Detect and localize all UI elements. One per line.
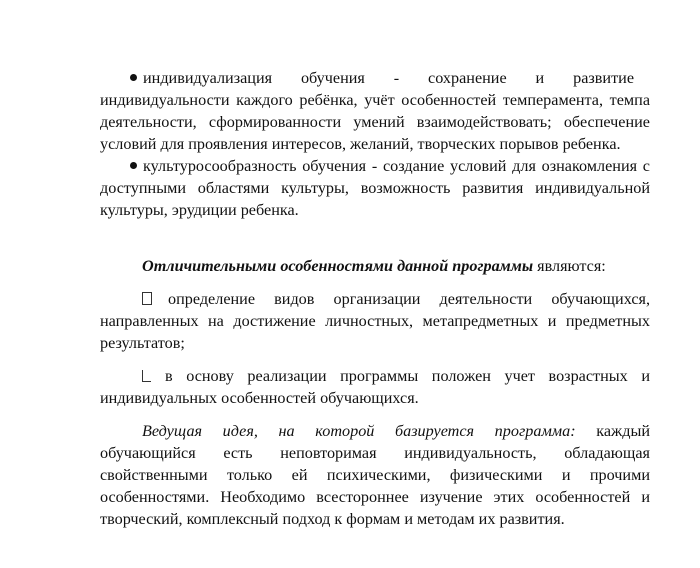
features-rest: являются: <box>533 257 606 275</box>
features-intro <box>100 255 650 277</box>
missing-glyph-icon <box>142 292 152 305</box>
bullet-text: культуросообразность обучения - создание условий для ознакомления с доступными областями культуры, возможность развития индивидуальной культуры, эрудиции ребенка. <box>100 157 650 219</box>
feature-item-2-text: в основу реализации программы положен учет возрастных и индивидуальных особенностей обучающихся. <box>100 367 650 407</box>
corner-glyph-icon <box>142 370 151 382</box>
leading-idea-rest: каждый обучающийся есть неповторимая индивидуальность, обладающая свойственными только ей психическими, физическими и прочими особенностями. Необходимо всестороннее изучение этих особенностей и творческий, комплексный подход к формам и методам их развития. <box>100 422 651 528</box>
leading-idea-paragraph <box>100 420 650 530</box>
feature-item-1-text: определение видов организации деятельности обучающихся, направленных на достижение личностных, метапредметных и предметных результатов; <box>100 290 650 352</box>
leading-idea-emphasis: Ведущая идея, на которой базируется программа: <box>142 422 576 440</box>
bullet-paragraph-culture <box>100 155 650 221</box>
bullet-dot-icon <box>130 162 137 169</box>
bullet-dot-icon <box>130 74 137 81</box>
feature-item-2 <box>100 365 650 409</box>
feature-item-1 <box>100 288 650 354</box>
features-emphasis: Отличительными особенностями данной программы <box>142 257 534 275</box>
bullet-lead-text: индивидуализация обучения - сохранение и развитие <box>143 69 634 87</box>
bullet-body-text: индивидуальности каждого ребёнка, учёт особенностей темперамента, темпа деятельности, сформированности умений взаимодействовать; обеспечение условий для проявления интересов, желаний, творческих порывов ребенка. <box>100 91 650 153</box>
bullet-paragraph-individualization <box>100 67 650 155</box>
